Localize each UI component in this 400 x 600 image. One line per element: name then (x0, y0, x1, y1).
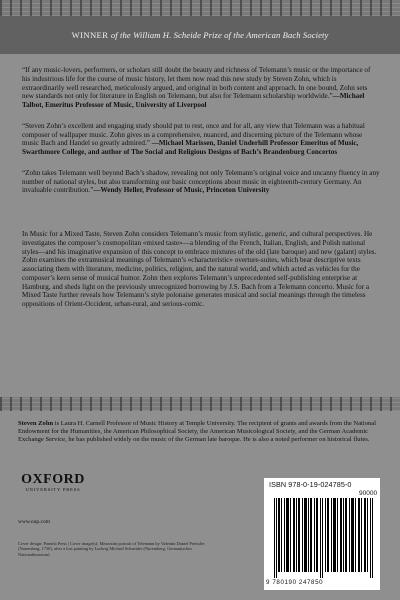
barcode-digits: 9 780190 247850 (266, 579, 324, 586)
award-winner: WINNER (71, 30, 109, 40)
praise-attribution: —Wendy Heller, Professor of Music, Princeton University (93, 186, 270, 195)
decorative-pattern-band-middle (0, 397, 400, 411)
decorative-pattern-band-top (0, 0, 400, 16)
publisher-subtitle: UNIVERSITY PRESS (25, 487, 81, 492)
praise-talbot (22, 66, 380, 110)
author-bio-text: is Laura H. Carnell Professor of Music History at Temple University. The recipient of grants and awards from the National Endowment for the Humanities, the American Philosophical Society, the American Musicological Society, and the German Academic Exchange Service, he has published widely on the music of the German late baroque. He is also a noted performer on historical flutes. (18, 420, 376, 443)
praise-quote: “Zohn takes Telemann well beyond Bach’s shadow, revealing not only Telemann’s original voice and uncanny fluency in any number of national styles, but also transforming our basic conceptions about music in eighteenth-century Germany. An invaluable contribution.” (22, 168, 380, 195)
price-code: 90000 (359, 490, 378, 497)
publisher-url: www.oup.com (18, 519, 51, 525)
praise-marissen (22, 122, 380, 157)
praise-attribution: —Michael Talbot, Emeritus Professor of Music, University of Liverpool (22, 92, 365, 109)
cover-credit: Cover design: Pamela Press | Cover image(s): Mezzotint portrait of Telemann by Valentin Daniel Preissler (Nuremberg, 1750), after a lost painting by Ludwig Michael Schneider (Nuremberg, Germanisches Nationalmuseum) (18, 541, 205, 557)
praise-section (22, 66, 380, 207)
praise-quote: “Steven Zohn’s excellent and engaging study should put to rest, once and for all, any view that Telemann was a habitual composer of wallpaper music. Zohn gives us a comprehensive, nuanced, and discerning picture of the Telemann whose music Bach and Handel so greatly admired.” (22, 121, 365, 148)
author-bio (18, 420, 382, 444)
book-description: In Music for a Mixed Taste, Steven Zohn considers Telemann’s music from stylistic, generic, and cultural perspectives. He investigates the composer’s cosmopolitan «mixed taste»—a blending of the French, Italian, English, and Polish national styles—and his imaginative expansion of this concept to embrace mixtures of the old (late baroque) and new (galant) styles. Zohn examines the extramusical meanings of Telemann’s «characteristic» overture-suites, which bear descriptive texts associating them with literature, medicine, politics, religion, and the natural world, and which acted as vehicles for the composer’s keen sense of musical humor. Zohn then explores Telemann’s unprecedented self-publishing enterprise at Hamburg, and sheds light on the previously unrecognized borrowing by J.S. Bach from a Telemann concerto. Music for a Mixed Taste further reveals how Telemann’s style polonaise generates musical and social meanings through the timeless oppositions of Orient-Occident, urban-rural, and serious-comic. (22, 230, 377, 308)
oxford-logo (18, 473, 88, 493)
publisher-name: OXFORD (21, 472, 85, 487)
barcode-icon (274, 498, 374, 578)
praise-heller (22, 169, 380, 195)
award-prize-name: of the William H. Scheide Prize of the American Bach Society (110, 30, 329, 40)
praise-quote: “If any music-lovers, performers, or scholars still doubt the beauty and richness of Telemann’s music or the importance of his industrious life for the course of music history, let them now read this new study by Steven Zohn, which is extraordinarily well researched, meticulously argued, and original in both content and approach. In one bound, Zohn sets new standards not only for literature in English on Telemann, but also for Telemann scholarship worldwide.” (22, 66, 371, 101)
isbn-label: ISBN 978-0-19-024785-0 (269, 480, 352, 489)
author-name: Steven Zohn (18, 420, 54, 427)
barcode-box (264, 478, 380, 590)
praise-attribution: —Michael Marissen, Daniel Underhill Professor Emeritus of Music, Swarthmore College, and author of The Social and Religious Designs of Bach’s Brandenburg Concertos (22, 139, 359, 156)
award-banner (0, 16, 400, 54)
